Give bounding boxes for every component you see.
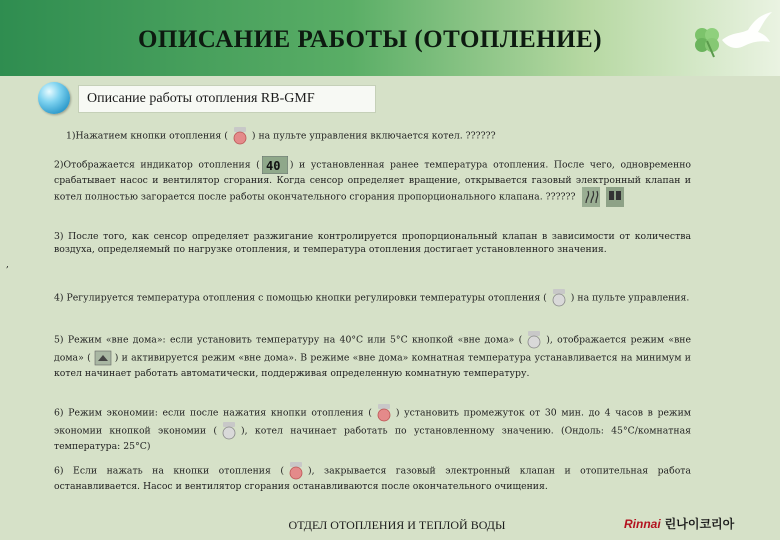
economy-button-icon bbox=[219, 422, 239, 440]
paragraph-5-text-a: 5) Режим «вне дома»: если установить температуру на 40°C или 5°C кнопкой «вне дома» ( bbox=[54, 334, 523, 346]
display-value: 40 bbox=[265, 159, 281, 173]
temperature-button-icon bbox=[549, 289, 569, 307]
dove-icon bbox=[718, 10, 774, 54]
heating-button-icon bbox=[230, 127, 250, 145]
heating-button-icon-2 bbox=[374, 404, 394, 422]
stray-mark: , bbox=[6, 260, 9, 270]
paragraph-2 bbox=[54, 156, 691, 207]
indicator-icons bbox=[582, 187, 624, 207]
heating-display-icon bbox=[262, 156, 288, 174]
paragraph-2-text-b: ) и установленная ранее температура отопления. После чего, одновременно срабатывает насос и вентилятор сгорания. Когда сенсор определяет вращение, открывается газовый электронный клапан и котел полностью загорается после работы окончательного сгорания пропорционального клапана. ?????? bbox=[54, 159, 691, 203]
paragraph-2-text-a: 2)Отображается индикатор отопления ( bbox=[54, 159, 260, 171]
paragraph-4-text-b: ) на пульте управления. bbox=[570, 292, 690, 304]
paragraph-1-text-b: ) на пульте управления включается котел. ?????? bbox=[251, 130, 496, 142]
section-bullet-icon bbox=[38, 82, 70, 114]
paragraph-1-text-a: 1)Нажатием кнопки отопления ( bbox=[66, 130, 228, 142]
paragraph-7-text-a: 6) Если нажать на кнопки отопления ( bbox=[54, 465, 284, 477]
company-logo bbox=[624, 515, 774, 533]
section-title: Описание работы отопления RB-GMF bbox=[78, 85, 376, 113]
paragraph-6-text-a: 6) Режим экономии: если после нажатия кнопки отопления ( bbox=[54, 407, 372, 419]
paragraph-3: 3) После того, как сенсор определяет разжигание контролируется пропорциональный клапан в зависимости от количества воздуха, определяемый по нагрузке отопления, и температура отопления достигает установленного значения. bbox=[54, 231, 691, 255]
away-button-icon bbox=[524, 331, 544, 349]
paragraph-7-text-b: ), закрывается газовый электронный клапан и отопительная работа останавливается. Насос и вентилятор сгорания останавливаются после окончательного очищения. bbox=[54, 465, 691, 492]
paragraph-7 bbox=[54, 462, 691, 493]
paragraph-4-text-a: 4) Регулируется температура отопления с помощью кнопки регулировки температуры отопления ( bbox=[54, 292, 547, 304]
paragraph-4 bbox=[54, 289, 691, 307]
paragraph-5-text-b: ), отображается режим «вне дома» ( bbox=[54, 334, 691, 364]
footer-department: ОТДЕЛ ОТОПЛЕНИЯ И ТЕПЛОЙ ВОДЫ bbox=[288, 518, 506, 532]
paragraph-1 bbox=[66, 127, 691, 145]
brand-name: Rinnai bbox=[624, 517, 661, 531]
paragraph-6-text-b: ) установить промежуток от 30 мин. до 4 часов в режим экономии кнопкой экономии ( bbox=[54, 407, 691, 437]
page-title: ОПИСАНИЕ РАБОТЫ (ОТОПЛЕНИЕ) bbox=[137, 26, 603, 53]
paragraph-5-text-c: ) и активируется режим «вне дома». В режиме «вне дома» комнатная температура устанавливается на минимум и котел начинает работать автоматически, поддерживая определенную комнатную температуру. bbox=[54, 352, 691, 379]
paragraph-6-text-c: ), котел начинает работать по установленному значению. (Ондоль: 45°C/комнатная температура: 25°C) bbox=[54, 425, 691, 452]
brand-korean: 린나이코리아 bbox=[664, 517, 735, 531]
paragraph-5 bbox=[54, 331, 691, 380]
paragraph-6 bbox=[54, 404, 691, 453]
away-indicator-icon bbox=[93, 349, 113, 367]
heating-button-icon-3 bbox=[286, 462, 306, 480]
